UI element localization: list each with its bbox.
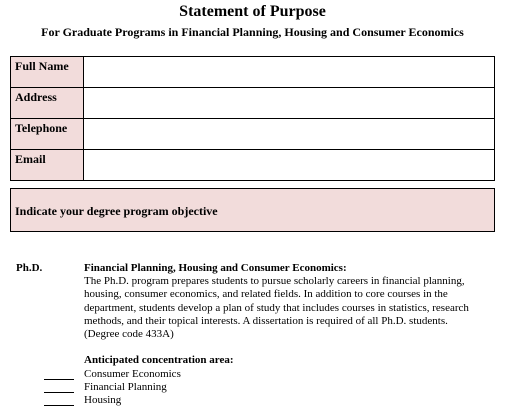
full-name-field[interactable] (84, 57, 495, 88)
document-subtitle: For Graduate Programs in Financial Planning, Housing and Consumer Economics (41, 25, 464, 39)
address-row (11, 88, 495, 119)
email-field[interactable] (84, 150, 495, 181)
checkbox-blank-line[interactable] (44, 369, 74, 380)
email-label: Email (11, 150, 84, 181)
degree-objective-box (10, 188, 495, 232)
email-row (11, 150, 495, 181)
full-name-label: Full Name (11, 57, 84, 88)
contact-info-table (10, 56, 495, 181)
document-title: Statement of Purpose (179, 3, 326, 20)
phd-program-heading: Financial Planning, Housing and Consumer Economics: (84, 262, 347, 274)
checkbox-blank-line[interactable] (44, 382, 74, 393)
concentration-option-financial-planning[interactable] (44, 381, 167, 394)
full-name-row (11, 57, 495, 88)
option-label: Consumer Economics (84, 368, 181, 380)
telephone-row (11, 119, 495, 150)
phd-degree-label: Ph.D. (16, 262, 43, 274)
phd-description-line: department, students develop a plan of study that includes courses in statistics, research (84, 301, 469, 314)
address-field[interactable] (84, 88, 495, 119)
phd-description-line: methods, and their topical interests. A dissertation is required of all Ph.D. students. (84, 314, 448, 327)
checkbox-blank-line[interactable] (44, 395, 74, 406)
phd-program-description (84, 262, 504, 341)
option-label: Financial Planning (84, 381, 167, 393)
phd-description-line: The Ph.D. program prepares students to pursue scholarly careers in financial planning, (84, 275, 465, 288)
concentration-heading: Anticipated concentration area: (84, 354, 234, 366)
phd-description-line: (Degree code 433A) (84, 328, 174, 341)
telephone-label: Telephone (11, 119, 84, 150)
concentration-option-consumer-economics[interactable] (44, 368, 181, 381)
phd-description-line: housing, consumer economics, and related fields. In addition to core courses in the (84, 288, 448, 301)
telephone-field[interactable] (84, 119, 495, 150)
degree-objective-label: Indicate your degree program objective (15, 204, 218, 218)
address-label: Address (11, 88, 84, 119)
concentration-option-housing[interactable] (44, 394, 122, 407)
option-label: Housing (84, 394, 122, 406)
